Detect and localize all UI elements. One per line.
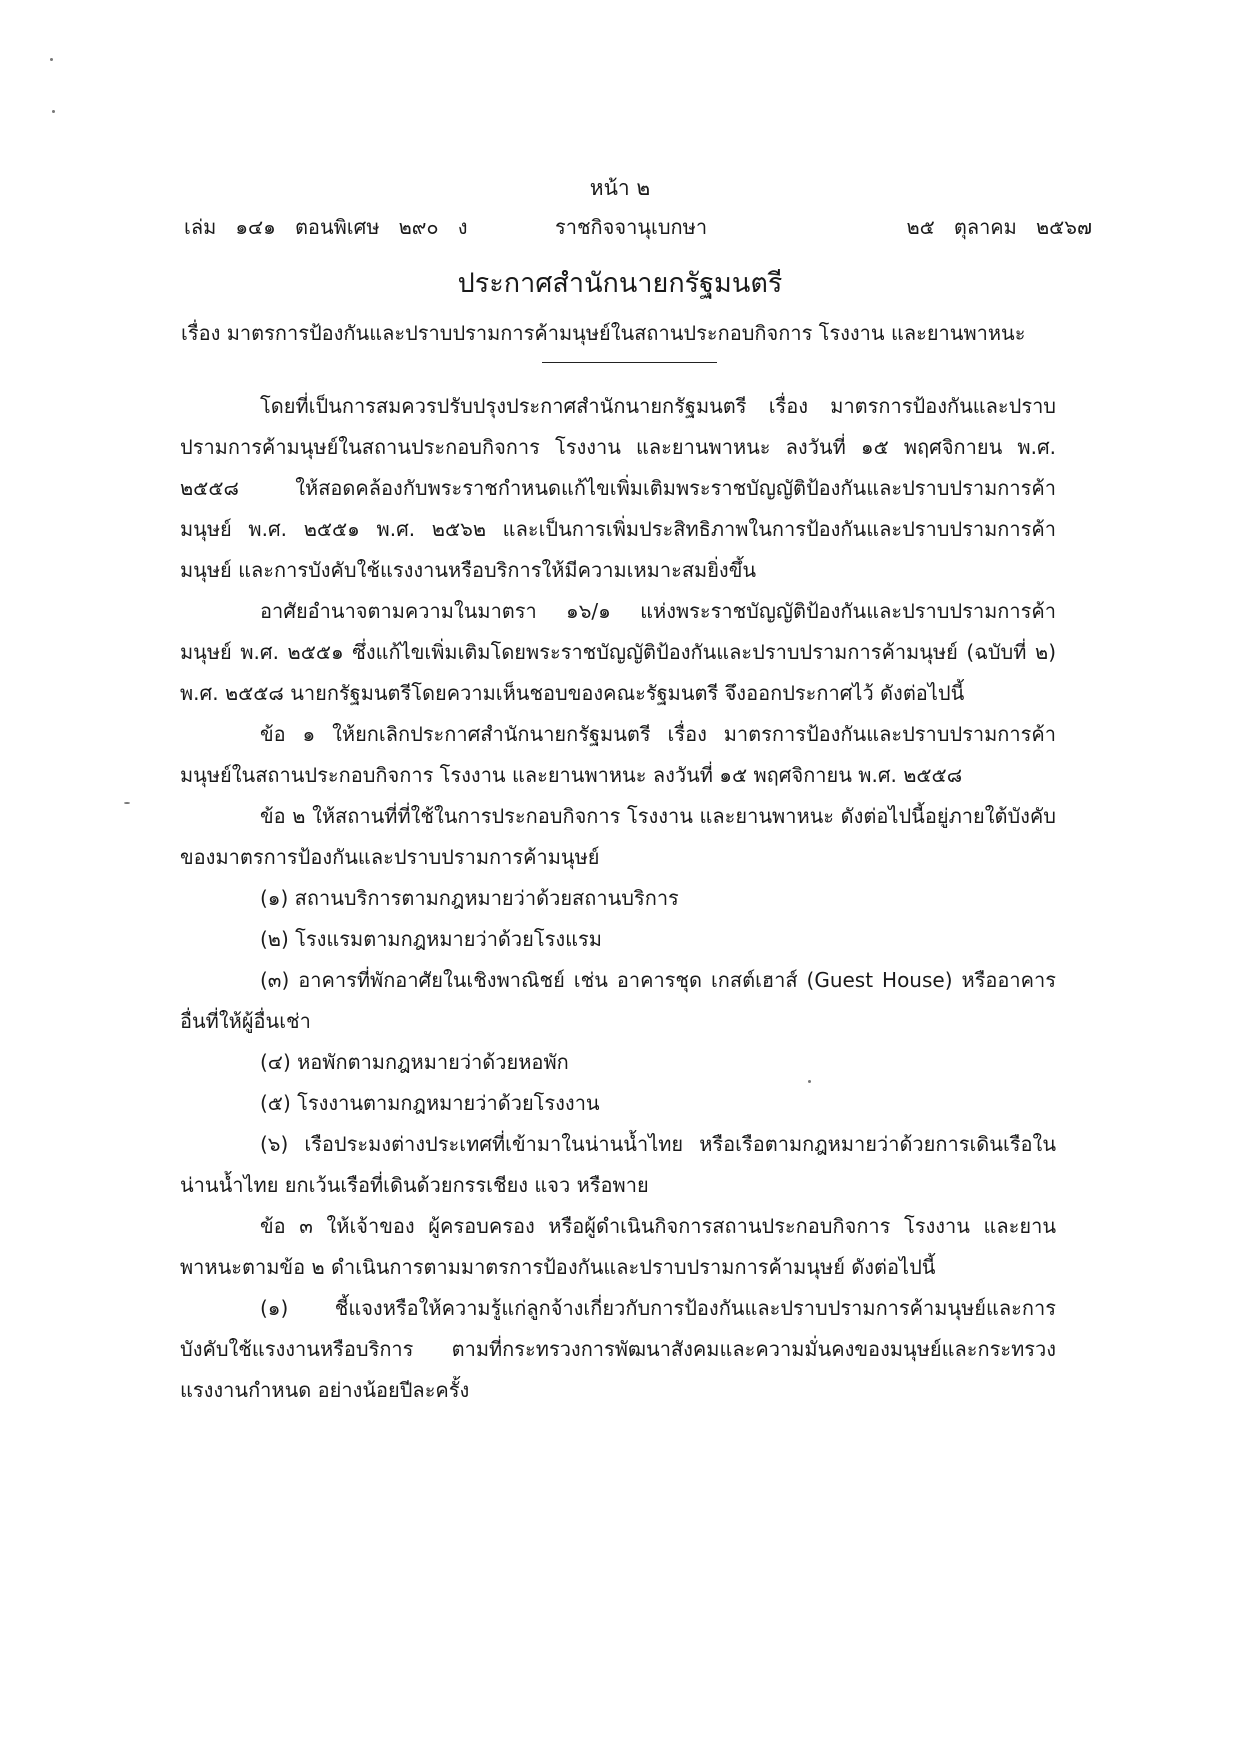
scan-speck [50, 58, 53, 61]
clause-2-item-4: (๔) หอพักตามกฎหมายว่าด้วยหอพัก [260, 1050, 569, 1074]
clause-2-item-1: (๑) สถานบริการตามกฎหมายว่าด้วยสถานบริการ [260, 886, 679, 910]
announcement-subject: เรื่อง มาตรการป้องกันและปราบปรามการค้ามนุษย์ในสถานประกอบกิจการ โรงงาน และยานพาหนะ [181, 321, 1026, 345]
clause-2-item-2: (๒) โรงแรมตามกฎหมายว่าด้วยโรงแรม [260, 927, 602, 951]
clause-2-item-6: (๖) เรือประมงต่างประเทศที่เข้ามาในน่านน้ำไทย หรือเรือตามกฎหมายว่าด้วยการเดินเรือในน่านน้ำไทย ยกเว้นเรือที่เดินด้วยกรรเชียง แจว หรือพาย [180, 1132, 1056, 1197]
clause-2-item-5: (๕) โรงงานตามกฎหมายว่าด้วยโรงงาน [260, 1091, 600, 1115]
scan-speck [52, 110, 55, 113]
preamble-paragraph: โดยที่เป็นการสมควรปรับปรุงประกาศสำนักนายกรัฐมนตรี เรื่อง มาตรการป้องกันและปราบปรามการค้ามนุษย์ในสถานประกอบกิจการ โรงงาน และยานพาหนะ ลงวันที่ ๑๕ พฤศจิกายน พ.ศ. ๒๕๕๘ ให้สอดคล้องกับพระราชกำหนดแก้ไขเพิ่มเติมพระราชบัญญัติป้องกันและปราบปรามการค้ามนุษย์ พ.ศ. ๒๕๕๑ พ.ศ. ๒๕๖๒ และเป็นการเพิ่มประสิทธิภาพในการป้องกันและปราบปรามการค้ามนุษย์ และการบังคับใช้แรงงานหรือบริการให้มีความเหมาะสมยิ่งขึ้น [180, 394, 1056, 582]
gazette-name: ราชกิจจานุเบกษา [555, 215, 708, 239]
clause-2-item-3: (๓) อาคารที่พักอาศัยในเชิงพาณิชย์ เช่น อาคารชุด เกสต์เฮาส์ (Guest House) หรืออาคารอื่นที่ให้ผู้อื่นเช่า [180, 968, 1056, 1033]
scan-speck [808, 1080, 811, 1083]
clause-3: ข้อ ๓ ให้เจ้าของ ผู้ครอบครอง หรือผู้ดำเนินกิจการสถานประกอบกิจการ โรงงาน และยานพาหนะตามข้อ ๒ ดำเนินการตามมาตรการป้องกันและปราบปรามการค้ามนุษย์ ดังต่อไปนี้ [180, 1214, 1056, 1279]
clause-3-item-1: (๑) ชี้แจงหรือให้ความรู้แก่ลูกจ้างเกี่ยวกับการป้องกันและปราบปรามการค้ามนุษย์และการบังคับใช้แรงงานหรือบริการ ตามที่กระทรวงการพัฒนาสังคมและความมั่นคงของมนุษย์และกระทรวงแรงงานกำหนด อย่างน้อยปีละครั้ง [180, 1296, 1056, 1402]
authority-paragraph: อาศัยอำนาจตามความในมาตรา ๑๖/๑ แห่งพระราชบัญญัติป้องกันและปราบปรามการค้ามนุษย์ พ.ศ. ๒๕๕๑ ซึ่งแก้ไขเพิ่มเติมโดยพระราชบัญญัติป้องกันและปราบปรามการค้ามนุษย์ (ฉบับที่ ๒) พ.ศ. ๒๕๕๘ นายกรัฐมนตรีโดยความเห็นชอบของคณะรัฐมนตรี จึงออกประกาศไว้ ดังต่อไปนี้ [180, 599, 1056, 705]
gazette-date: ๒๕ ตุลาคม ๒๕๖๗ [906, 215, 1092, 239]
announcement-title: ประกาศสำนักนายกรัฐมนตรี [457, 268, 783, 299]
clause-2: ข้อ ๒ ให้สถานที่ที่ใช้ในการประกอบกิจการ โรงงาน และยานพาหนะ ดังต่อไปนี้อยู่ภายใต้บังคับของมาตรการป้องกันและปราบปรามการค้ามนุษย์ [180, 804, 1056, 869]
scan-speck [124, 802, 130, 804]
page-number: หน้า ๒ [589, 176, 651, 200]
gazette-volume: เล่ม ๑๔๑ ตอนพิเศษ ๒๙๐ ง [184, 215, 468, 239]
clause-1: ข้อ ๑ ให้ยกเลิกประกาศสำนักนายกรัฐมนตรี เรื่อง มาตรการป้องกันและปราบปรามการค้ามนุษย์ในสถานประกอบกิจการ โรงงาน และยานพาหนะ ลงวันที่ ๑๕ พฤศจิกายน พ.ศ. ๒๕๕๘ [180, 722, 1056, 787]
title-divider [542, 362, 717, 363]
announcement-body [180, 386, 1056, 1411]
